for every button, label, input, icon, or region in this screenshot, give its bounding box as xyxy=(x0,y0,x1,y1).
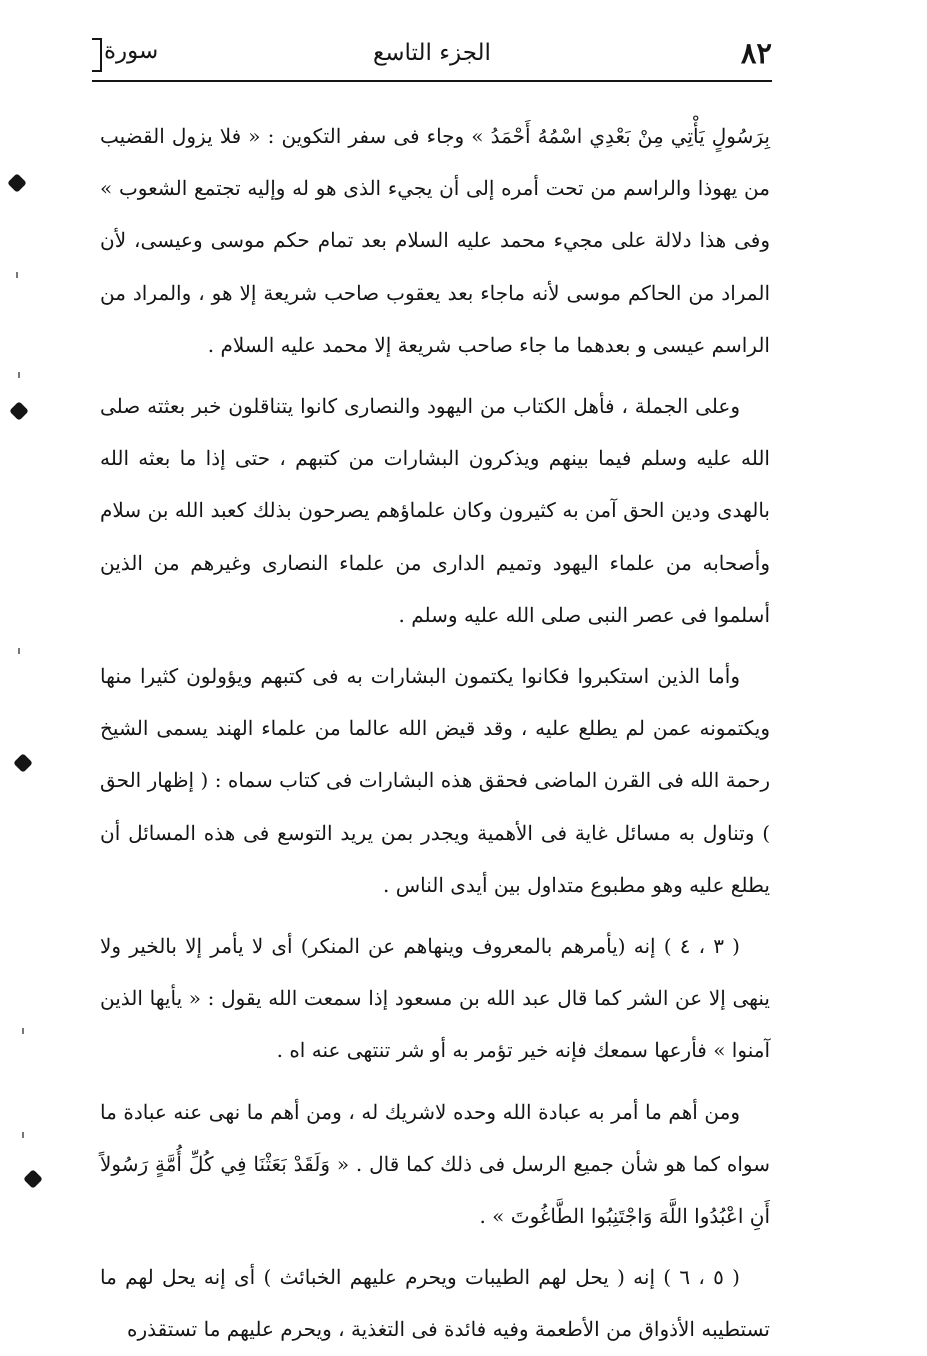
paragraph: وعلى الجملة ، فأهل الكتاب من اليهود والنصارى كانوا يتناقلون خبر بعثته صلى الله عليه وسلم فيما بينهم ويذكرون البشارات من كتبهم ، حتى إذا ما بعثه الله بالهدى ودين الحق آمن به كثيرون وكان علماؤهم يصرحون بذلك كعبد الله بن سلام وأصحابه من علماء اليهود وتميم الدارى من علماء النصارى وغيرهم من الذين أسلموا فى عصر النبى صلى الله عليه وسلم . xyxy=(100,394,770,627)
paragraph: وأما الذين استكبروا فكانوا يكتمون البشارات به فى كتبهم ويؤولون كثيرا منها ويكتمونه عمن لم يطلع عليه ، وقد قيض الله عالما من علماء الهند يسمى الشيخ رحمة الله فى القرن الماضى فحقق هذه البشارات فى كتاب سماه : ( إظهار الحق ) وتناول به مسائل غاية فى الأهمية ويجدر بمن يريد التوسع فى هذه المسائل أن يطلع عليه وهو مطبوع متداول بين أيدى الناس . xyxy=(100,664,770,897)
page-header xyxy=(92,30,772,80)
margin-mark-icon xyxy=(13,753,33,773)
margin-tick xyxy=(16,272,18,278)
margin-mark-icon xyxy=(7,173,27,193)
surah-label: سورة xyxy=(104,38,159,64)
margin-tick xyxy=(22,1028,24,1034)
paragraph: ومن أهم ما أمر به عبادة الله وحده لاشريك له ، ومن أهم ما نهى عنه عبادة ما سواه كما هو شأن جميع الرسل فى ذلك كما قال . « وَلَقَدْ بَعَثْنَا فِي كُلِّ أُمَّةٍ رَسُولاً أَنِ اعْبُدُوا اللَّهَ وَاجْتَنِبُوا الطَّاغُوتَ » . xyxy=(100,1099,770,1229)
page-body xyxy=(100,110,770,1356)
margin-tick xyxy=(22,1132,24,1138)
margin-mark-icon xyxy=(9,401,29,421)
paragraph: ( ٣ ، ٤ ) إنه (يأمرهم بالمعروف وينهاهم عن المنكر) أى لا يأمر إلا بالخير ولا ينهى إلا عن الشر كما قال عبد الله بن مسعود إذا سمعت الله يقول : « يأيها الذين آمنوا » فأرعها سمعك فإنه خير تؤمر به أو شر تنتهى عنه اه . xyxy=(100,934,770,1063)
paragraph: ( ٥ ، ٦ ) إنه ( يحل لهم الطيبات ويحرم عليهم الخبائث ) أى إنه يحل لهم ما تستطيبه الأذواق من الأطعمة وفيه فائدة فى التغذية ، ويحرم عليهم ما تستقذره xyxy=(100,1265,770,1342)
margin-tick xyxy=(18,648,20,654)
paragraph: بِرَسُولٍ يَأْتِي مِنْ بَعْدِي اسْمُهُ أَحْمَدُ » وجاء فى سفر التكوين : « فلا يزول القضيب من يهوذا والراسم من تحت أمره إلى أن يجيء الذى هو له وإليه تجتمع الشعوب » وفى هذا دلالة على مجيء محمد عليه السلام بعد تمام حكم موسى وعيسى، لأن المراد من الحاكم موسى لأنه ماجاء بعد يعقوب صاحب شريعة إلا هو ، والمراد من الراسم عيسى و بعدهما ما جاء صاحب شريعة إلا محمد عليه السلام . xyxy=(100,124,770,357)
header-rule xyxy=(92,80,772,82)
part-title: الجزء التاسع xyxy=(373,40,491,66)
header-bracket xyxy=(92,38,102,72)
margin-tick xyxy=(18,372,20,378)
page-number: ٨٢ xyxy=(740,36,772,70)
margin-mark-icon xyxy=(23,1169,43,1189)
